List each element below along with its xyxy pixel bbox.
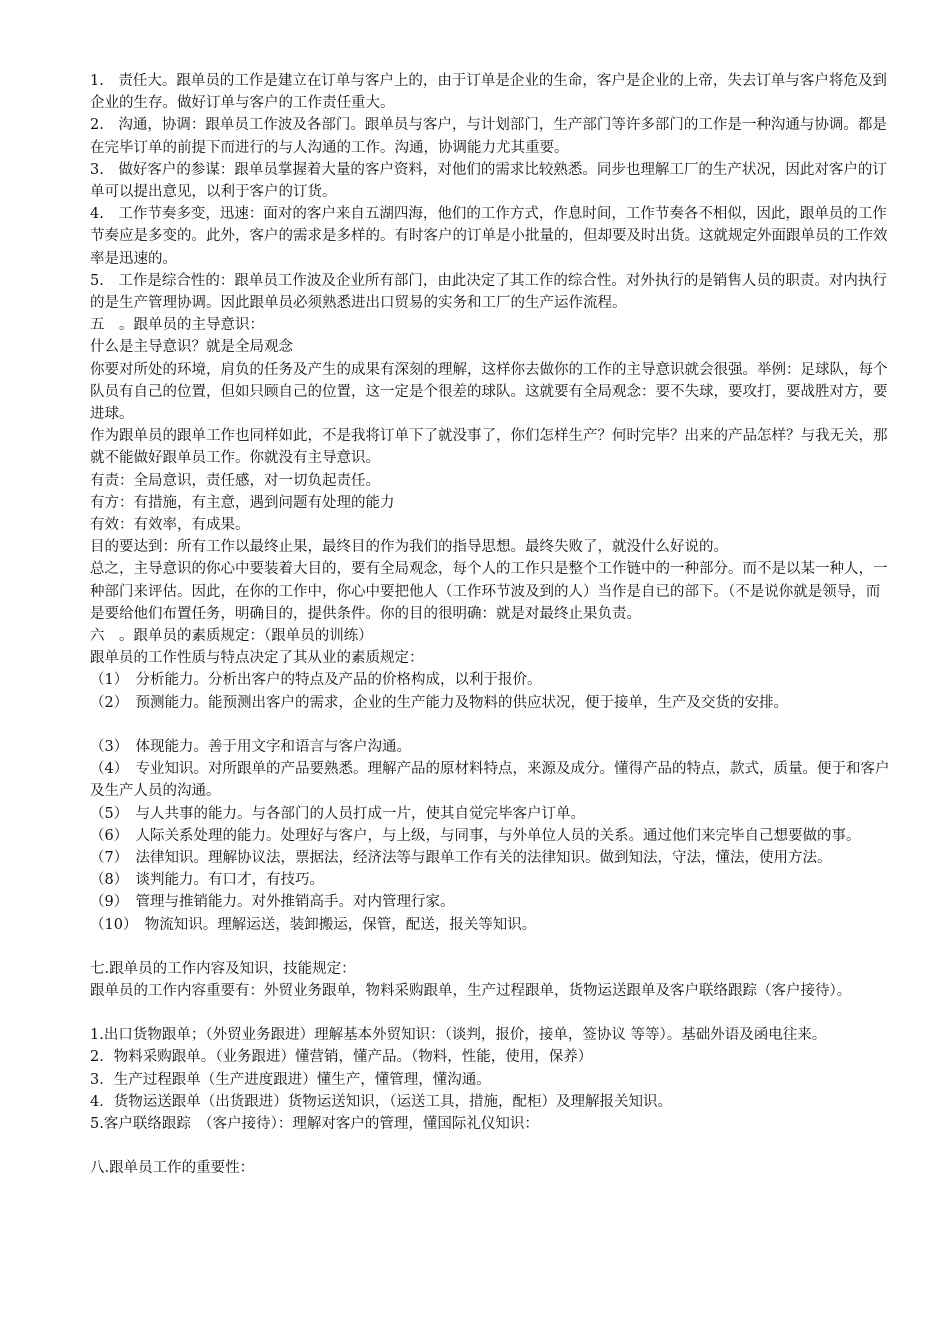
paragraph-5-comprehensive: 5. 工作是综合性的：跟单员工作波及企业所有部门，由此决定了其工作的综合性。对外执行的是销售人员的职责。对内执行的是生产管理协调。因此跟单员必须熟悉进出口贸易的实务和工厂的生产运作流程。 — [90, 272, 887, 312]
paragraph-1-responsibility: 1. 责任大。跟单员的工作是建立在订单与客户上的，由于订单是企业的生命，客户是企业的上帝，失去订单与客户将危及到企业的生存。做好订单与客户的工作责任重大。 — [90, 73, 887, 112]
paragraph-summary: 总之，主导意识的你心中要装着大目的，要有全局观念，每个人的工作只是整个工作链中的一种部分。而不是以某一种人，一种部门来评估。因此，在你的工作中，你心中要把他人（工作环节波及到的人）当作是自已的部下。（不是说你就是领导，而是要给他们布置任务，明确目的，提供条件。你的目的很明确：就是对最终止果负责。 — [90, 561, 888, 622]
section-8-heading: 八.跟单员工作的重要性： — [90, 1160, 255, 1177]
paragraph-3-advisor: 3. 做好客户的参谋：跟单员掌握着大量的客户资料，对他们的需求比较熟悉。同步也理解工厂的生产状况，因此对客户的订单可以提出意见，以利于客户的订货。 — [90, 161, 887, 201]
list-item-3: （3） 体现能力。善于用文字和语言与客户沟通。 — [90, 738, 411, 755]
list-item-10: （10） 物流知识。理解运送，装卸搬运，保管，配送，报关等知识。 — [90, 916, 537, 933]
paragraph-football-example: 你要对所处的环境，肩负的任务及产生的成果有深刻的理解，这样你去做你的工作的主导意识就会很强。举例：足球队，每个队员有自己的位置，但如只顾自己的位置，这一定是个很差的球队。这就要有全局观念：要不失球，要攻打，要战胜对方，要进球。 — [90, 361, 888, 423]
list-item-8: （8） 谈判能力。有口才，有技巧。 — [90, 872, 324, 889]
list-item-7: （7） 法律知识。理解协议法，票据法，经济法等与跟单工作有关的法律知识。做到知法，守法，懂法，使用方法。 — [90, 849, 832, 866]
paragraph-quality-intro: 跟单员的工作性质与特点决定了其从业的素质规定： — [90, 650, 424, 667]
blank-line — [90, 714, 890, 736]
section-5-heading: 五 。跟单员的主导意识： — [90, 317, 264, 334]
work-item-2: 2．物料采购跟单。（业务跟进）懂营销，懂产品。（物料，性能，使用，保养） — [90, 1049, 593, 1066]
work-item-4: 4．货物运送跟单（出货跟进）货物运送知识，（运送工具，措施，配柜）及理解报关知识。 — [90, 1093, 672, 1110]
paragraph-leading-awareness-question: 什么是主导意识？就是全局观念 — [90, 339, 293, 356]
list-item-9: （9） 管理与推销能力。对外推销高手。对内管理行家。 — [90, 894, 455, 911]
list-item-1: （1） 分析能力。分析出客户的特点及产品的价格构成，以利于报价。 — [90, 672, 542, 689]
paragraph-you-ze: 有责：全局意识，责任感，对一切负起责任。 — [90, 472, 380, 489]
paragraph-merchandiser-example: 作为跟单员的跟单工作也同样如此，不是我将订单下了就没事了，你们怎样生产？何时完毕？出来的产品怎样？与我无关，那就不能做好跟单员工作。你就没有主导意识。 — [90, 428, 888, 467]
work-item-5: 5.客户联络跟踪 （客户接待）：理解对客户的管理，懂国际礼仪知识： — [90, 1115, 539, 1132]
list-item-5: （5） 与人共事的能力。与各部门的人员打成一片，使其自觉完毕客户订单。 — [90, 805, 585, 822]
paragraph-4-rhythm: 4. 工作节奏多变，迅速：面对的客户来自五湖四海，他们的工作方式，作息时间，工作节奏各不相似，因此，跟单员的工作节奏应是多变的。此外，客户的需求是多样的。有时客户的订单是小批量的，但却要及时出货。这就规定外面跟单员的工作效率是迅速的。 — [90, 206, 888, 267]
list-item-2: （2） 预测能力。能预测出客户的需求，企业的生产能力及物料的供应状况，便于接单，生产及交货的安排。 — [90, 694, 788, 711]
blank-line — [90, 1002, 890, 1024]
list-item-4: （4） 专业知识。对所跟单的产品要熟悉。理解产品的原材料特点，来源及成分。懂得产品的特点，款式，质量。便于和客户及生产人员的沟通。 — [90, 761, 890, 800]
list-item-6: （6） 人际关系处理的能力。处理好与客户，与上级，与同事，与外单位人员的关系。通过他们来完毕自己想要做的事。 — [90, 827, 861, 844]
blank-line — [90, 1135, 890, 1157]
paragraph-goal: 目的要达到：所有工作以最终止果，最终目的作为我们的指导思想。最终失败了，就没什么好说的。 — [90, 539, 728, 556]
section-6-heading: 六 。跟单员的素质规定：（跟单员的训练） — [90, 628, 373, 645]
work-item-3: 3．生产过程跟单（生产进度跟进）懂生产，懂管理，懂沟通。 — [90, 1071, 491, 1088]
paragraph-2-communication: 2. 沟通，协调：跟单员工作波及各部门。跟单员与客户，与计划部门，生产部门等许多部门的工作是一种沟通与协调。都是在完毕订单的前提下而进行的与人沟通的工作。沟通，协调能力尤其重要。 — [90, 117, 887, 156]
paragraph-you-fang: 有方：有措施，有主意，遇到问题有处理的能力 — [90, 494, 395, 511]
paragraph-you-xiao: 有效：有效率，有成果。 — [90, 517, 250, 534]
paragraph-work-content: 跟单员的工作内容重要有：外贸业务跟单，物料采购跟单，生产过程跟单，货物运送跟单及客户联络跟踪（客户接待）。 — [90, 982, 852, 999]
blank-line — [90, 936, 890, 958]
work-item-1: 1.出口货物跟单；（外贸业务跟进）理解基本外贸知识：（谈判，报价，接单，签协议 等等）。基础外语及函电往来。 — [90, 1027, 827, 1044]
section-7-heading: 七.跟单员的工作内容及知识，技能规定： — [90, 960, 356, 977]
